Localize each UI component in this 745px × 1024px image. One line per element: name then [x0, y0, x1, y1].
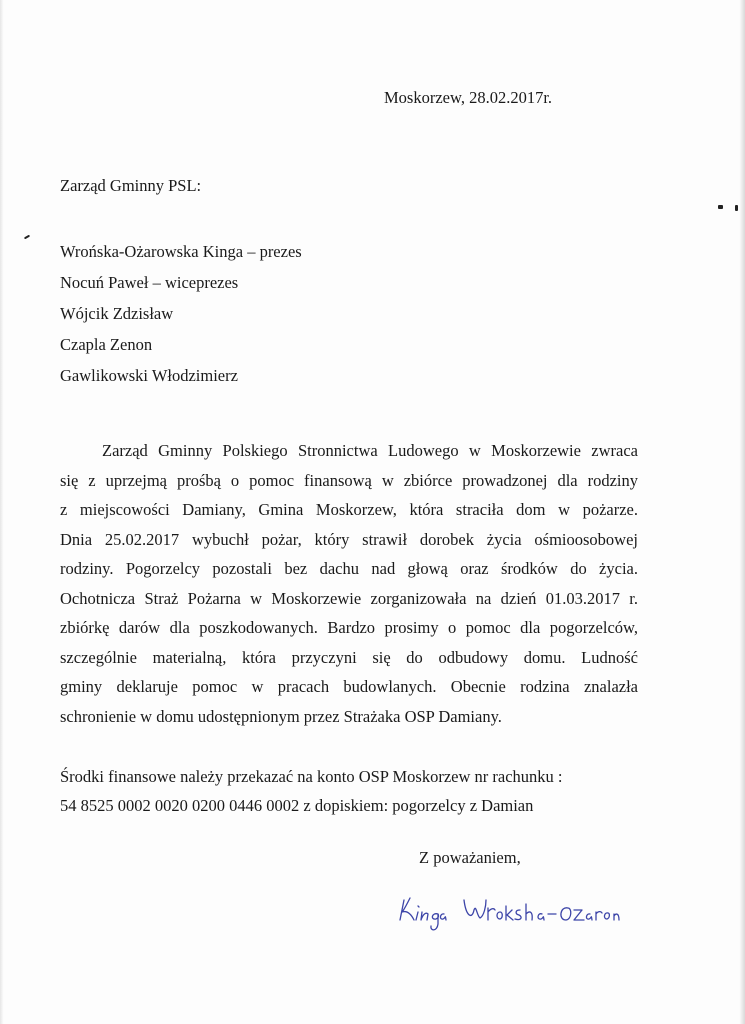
body-line: rodziny. Pogorzelcy pozostali bez dachu nad głową oraz środków do życia. — [60, 559, 638, 578]
handwritten-signature — [396, 886, 626, 936]
body-line: gminy deklaruje pomoc w pracach budowlanych. Obecnie rodzina znalazła — [60, 677, 638, 696]
member-item: Wójcik Zdzisław — [60, 304, 174, 323]
scan-edge-right — [739, 0, 745, 1024]
board-members-list — [60, 236, 302, 391]
body-line: schronienie w domu udostępnionym przez Strażaka OSP Damiany. — [60, 706, 502, 726]
body-line: z miejscowości Damiany, Gmina Moskorzew, która straciła dom w pożarze. — [60, 500, 638, 519]
bank-details — [60, 762, 563, 820]
member-item: Wrońska-Ożarowska Kinga – prezes — [60, 242, 302, 261]
body-line: zbiórkę darów dla poszkodowanych. Bardzo prosimy o pomoc dla pogorzelców, — [60, 618, 638, 637]
scan-speck — [24, 235, 30, 240]
letter-body — [60, 436, 638, 731]
body-line: się z uprzejmą prośbą o pomoc finansową w zbiórce prowadzonej dla rodziny — [60, 470, 638, 490]
body-line: Ochotnicza Straż Pożarna w Moskorzewie zorganizowała na dzień 01.03.2017 r. — [60, 588, 638, 608]
recipient-heading: Zarząd Gminny PSL: — [60, 176, 202, 195]
member-item: Gawlikowski Włodzimierz — [60, 366, 238, 385]
member-item: Czapla Zenon — [60, 335, 153, 354]
body-line: Dnia 25.02.2017 wybuchł pożar, który strawił dorobek życia ośmioosobowej — [60, 529, 638, 549]
closing-salutation: Z poważaniem, — [419, 848, 521, 867]
scan-speck — [735, 205, 738, 211]
date-line: Moskorzew, 28.02.2017r. — [384, 88, 553, 107]
scan-edge-left — [0, 0, 4, 1024]
body-line: Zarząd Gminny Polskiego Stronnictwa Ludowego w Moskorzewie zwraca — [102, 441, 638, 460]
scan-speck — [718, 205, 723, 209]
member-item: Nocuń Paweł – wiceprezes — [60, 273, 239, 292]
funds-line: Środki finansowe należy przekazać na konto OSP Moskorzew nr rachunku : — [60, 767, 563, 786]
body-line: szczególnie materialną, która przyczyni się do odbudowy domu. Ludność — [60, 647, 638, 667]
account-number-line: 54 8525 0002 0020 0200 0446 0002 z dopiskiem: pogorzelcy z Damian — [60, 796, 534, 815]
